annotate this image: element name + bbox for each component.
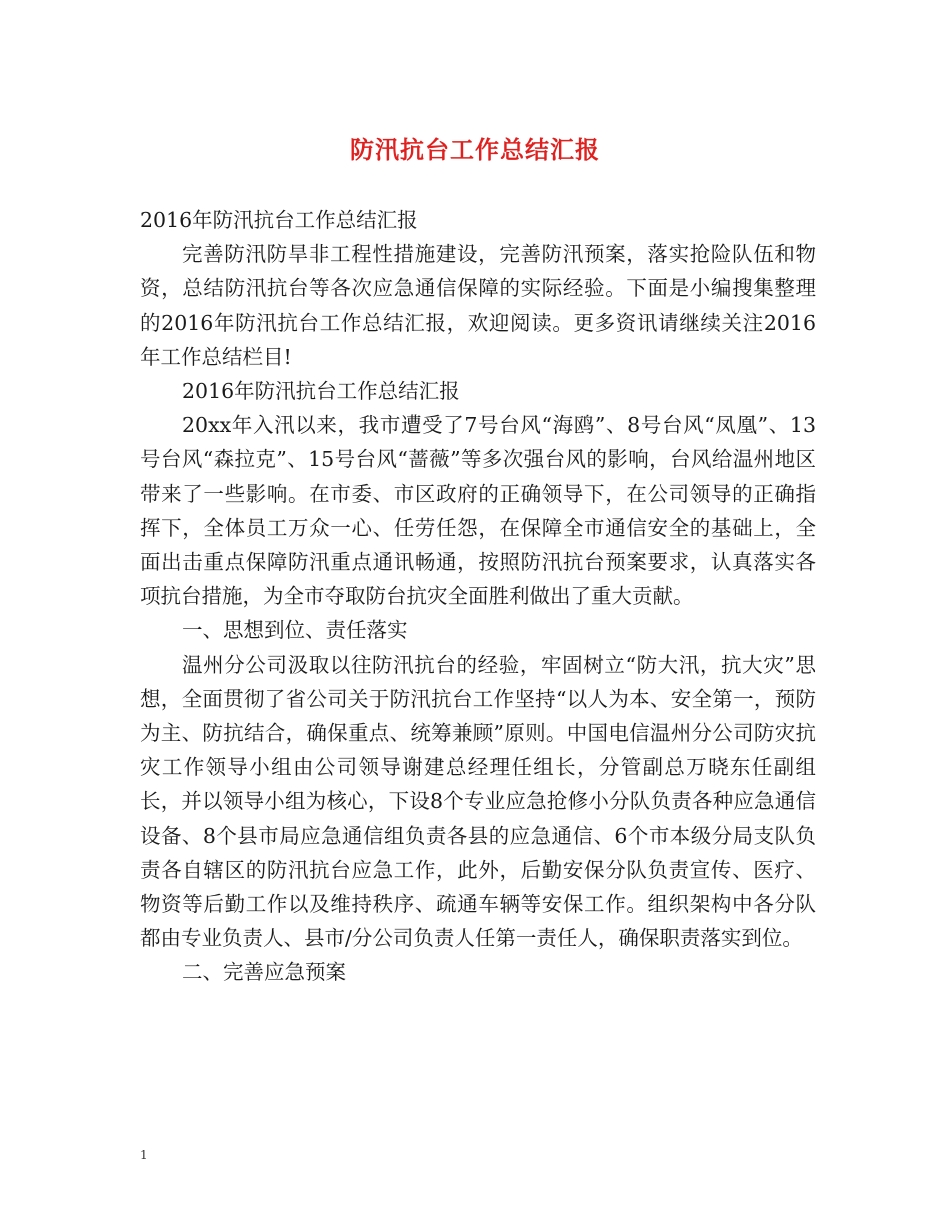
- subtitle-paragraph: 2016年防汛抗台工作总结汇报: [140, 208, 418, 232]
- body-paragraph: 温州分公司汲取以往防汛抗台的经验，牢固树立“防大汛，抗大灾”思想，全面贯彻了省公司关于防汛抗台工作坚持“以人为本、安全第一，预防为主、防抗结合，确保重点、统筹兼顾”原则。中国电信温州分公司防灾抗灾工作领导小组由公司领导谢建总经理任组长，分管副总万晓东任副组长，并以领导小组为核心，下设8个专业应急抢修小分队负责各种应急通信设备、8个县市局应急通信组负责各县的应急通信、6个市本级分局支队负责各自辖区的防汛抗台应急工作，此外，后勤安保分队负责宣传、医疗、物资等后勤工作以及维持秩序、疏通车辆等安保工作。组织架构中各分队都由专业负责人、县市/分公司负责人任第一责任人，确保职责落实到位。: [140, 652, 816, 951]
- section-heading-paragraph: 2016年防汛抗台工作总结汇报: [182, 379, 460, 404]
- section-heading-1: 一、思想到位、责任落实: [182, 618, 408, 643]
- section-heading-2: 二、完善应急预案: [182, 960, 346, 985]
- document-body: [140, 203, 816, 990]
- page-number: 1: [140, 1148, 148, 1162]
- intro-paragraph: 完善防汛防旱非工程性措施建设，完善防汛预案，落实抢险队伍和物资，总结防汛抗台等各次应急通信保障的实际经验。下面是小编搜集整理的2016年防汛抗台工作总结汇报，欢迎阅读。更多资讯请继续关注2016年工作总结栏目!: [140, 242, 816, 369]
- body-paragraph: 20xx年入汛以来，我市遭受了7号台风“海鸥”、8号台风“凤凰”、13号台风“森拉克”、15号台风“蔷薇”等多次强台风的影响，台风给温州地区带来了一些影响。在市委、市区政府的正确领导下，在公司领导的正确指挥下，全体员工万众一心、任劳任怨，在保障全市通信安全的基础上，全面出击重点保障防汛重点通讯畅通，按照防汛抗台预案要求，认真落实各项抗台措施，为全市夺取防台抗灾全面胜利做出了重大贡献。: [140, 413, 816, 609]
- document-title: 防汛抗台工作总结汇报: [350, 135, 600, 164]
